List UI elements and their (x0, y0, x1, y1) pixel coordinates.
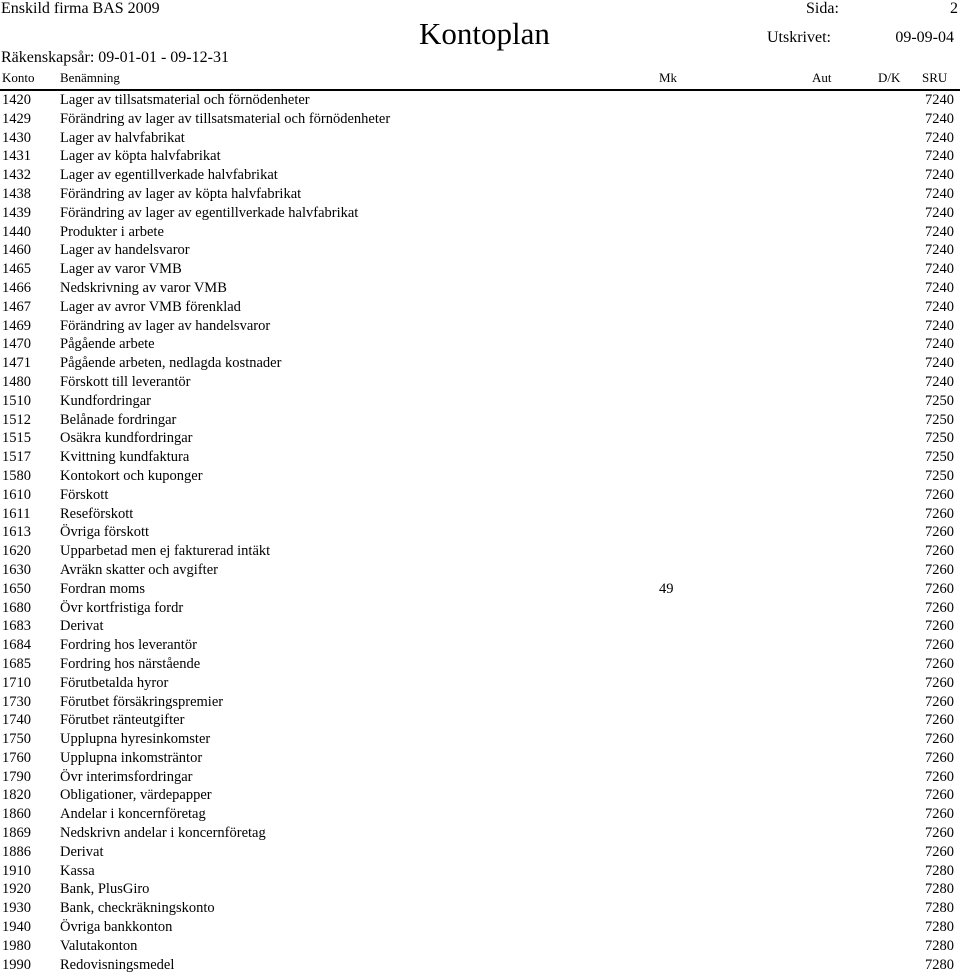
account-name: Andelar i koncernföretag (60, 806, 206, 823)
account-name: Derivat (60, 618, 104, 635)
account-name: Kontokort och kuponger (60, 467, 203, 484)
account-name: Upparbetad men ej fakturerad intäkt (60, 543, 271, 560)
table-row (0, 599, 960, 618)
account-name: Lager av egentillverkade halvfabrikat (60, 167, 278, 184)
account-name: Reseförskott (60, 505, 134, 522)
account-number: 1680 (2, 599, 31, 616)
column-header-benamning: Benämning (60, 70, 120, 85)
sru-code: 7260 (925, 843, 954, 860)
table-row (0, 392, 960, 411)
account-number: 1471 (2, 355, 31, 372)
sru-code: 7240 (925, 242, 954, 259)
account-name: Fordran moms (60, 580, 145, 597)
account-name: Övriga förskott (60, 524, 149, 541)
table-row (0, 542, 960, 561)
sru-code: 7260 (925, 505, 954, 522)
sru-code: 7260 (925, 599, 954, 616)
table-row (0, 655, 960, 674)
sru-code: 7240 (925, 317, 954, 334)
sru-code: 7250 (925, 430, 954, 447)
account-name: Valutakonton (60, 937, 138, 954)
table-row (0, 636, 960, 655)
account-name: Obligationer, värdepapper (60, 787, 212, 804)
account-number: 1730 (2, 693, 31, 710)
sru-code: 7240 (925, 223, 954, 240)
table-row (0, 880, 960, 899)
account-name: Kundfordringar (60, 392, 152, 409)
table-row (0, 843, 960, 862)
account-number: 1869 (2, 825, 31, 842)
account-number: 1469 (2, 317, 31, 334)
account-name: Avräkn skatter och avgifter (60, 561, 218, 578)
account-number: 1429 (2, 110, 31, 127)
sru-code: 7280 (925, 862, 954, 879)
account-number: 1930 (2, 900, 31, 917)
account-name: Lager av halvfabrikat (60, 129, 185, 146)
column-header-mk: Mk (659, 70, 678, 85)
sru-code: 7240 (925, 336, 954, 353)
table-row (0, 617, 960, 636)
account-table (0, 91, 960, 974)
page-label: Sida: (806, 0, 839, 17)
account-number: 1432 (2, 167, 31, 184)
account-name: Förskott till leverantör (60, 373, 191, 390)
account-name: Kvittning kundfaktura (60, 449, 190, 466)
sru-code: 7260 (925, 693, 954, 710)
table-row (0, 768, 960, 787)
account-name: Upplupna hyresinkomster (60, 731, 211, 748)
table-row (0, 786, 960, 805)
account-name: Belånade fordringar (60, 411, 177, 428)
account-number: 1613 (2, 524, 31, 541)
account-name: Nedskrivn andelar i koncernföretag (60, 825, 266, 842)
account-number: 1886 (2, 843, 31, 860)
account-number: 1467 (2, 298, 31, 315)
account-name: Bank, PlusGiro (60, 881, 150, 898)
column-header-aut: Aut (812, 70, 832, 85)
sru-code: 7260 (925, 749, 954, 766)
sru-code: 7260 (925, 825, 954, 842)
account-number: 1710 (2, 674, 31, 691)
fiscal-year: Räkenskapsår: 09-01-01 - 09-12-31 (1, 49, 229, 66)
account-number: 1580 (2, 467, 31, 484)
account-number: 1439 (2, 204, 31, 221)
account-name: Övr kortfristiga fordr (60, 599, 184, 616)
account-name: Förutbet ränteutgifter (60, 712, 185, 729)
table-row (0, 411, 960, 430)
table-row (0, 899, 960, 918)
table-row (0, 373, 960, 392)
account-number: 1610 (2, 486, 31, 503)
sru-code: 7260 (925, 580, 954, 597)
account-name: Derivat (60, 843, 104, 860)
table-row (0, 805, 960, 824)
table-row (0, 298, 960, 317)
account-number: 1920 (2, 881, 31, 898)
sru-code: 7260 (925, 524, 954, 541)
table-row (0, 91, 960, 110)
page-number: 2 (950, 0, 958, 17)
sru-code: 7280 (925, 937, 954, 954)
account-number: 1940 (2, 919, 31, 936)
sru-code: 7240 (925, 129, 954, 146)
sru-code: 7260 (925, 561, 954, 578)
printed-date: 09-09-04 (895, 29, 954, 46)
table-row (0, 166, 960, 185)
column-header-konto: Konto (2, 70, 35, 85)
account-number: 1431 (2, 148, 31, 165)
table-row (0, 429, 960, 448)
account-number: 1740 (2, 712, 31, 729)
account-number: 1630 (2, 561, 31, 578)
table-row (0, 110, 960, 129)
table-row (0, 279, 960, 298)
account-name: Förskott (60, 486, 109, 503)
company-name: Enskild firma BAS 2009 (1, 0, 160, 17)
table-row (0, 486, 960, 505)
account-name: Pågående arbete (60, 336, 155, 353)
account-number: 1460 (2, 242, 31, 259)
table-row (0, 580, 960, 599)
account-number: 1980 (2, 937, 31, 954)
sru-code: 7260 (925, 731, 954, 748)
account-name: Kassa (60, 862, 95, 879)
account-number: 1683 (2, 618, 31, 635)
sru-code: 7240 (925, 185, 954, 202)
table-row (0, 918, 960, 937)
table-row (0, 956, 960, 974)
table-row (0, 824, 960, 843)
account-name: Nedskrivning av varor VMB (60, 279, 227, 296)
table-row (0, 730, 960, 749)
account-number: 1440 (2, 223, 31, 240)
table-row (0, 317, 960, 336)
sru-code: 7240 (925, 279, 954, 296)
sru-code: 7250 (925, 467, 954, 484)
table-row (0, 335, 960, 354)
account-name: Förändring av lager av egentillverkade halvfabrikat (60, 204, 359, 221)
account-name: Förändring av lager av köpta halvfabrikat (60, 185, 302, 202)
sru-code: 7280 (925, 919, 954, 936)
sru-code: 7240 (925, 110, 954, 127)
account-number: 1512 (2, 411, 31, 428)
table-row (0, 711, 960, 730)
account-name: Produkter i arbete (60, 223, 164, 240)
account-number: 1910 (2, 862, 31, 879)
sru-code: 7250 (925, 411, 954, 428)
sru-code: 7260 (925, 486, 954, 503)
table-row (0, 129, 960, 148)
account-number: 1470 (2, 336, 31, 353)
sru-code: 7260 (925, 618, 954, 635)
sru-code: 7260 (925, 674, 954, 691)
sru-code: 7240 (925, 261, 954, 278)
account-number: 1860 (2, 806, 31, 823)
column-header-sru: SRU (922, 70, 948, 85)
account-number: 1620 (2, 543, 31, 560)
account-name: Förändring av lager av tillsatsmaterial och förnödenheter (60, 110, 391, 127)
account-number: 1790 (2, 768, 31, 785)
account-name: Lager av avror VMB förenklad (60, 298, 241, 315)
account-number: 1438 (2, 185, 31, 202)
column-header-dk: D/K (878, 70, 901, 85)
account-name: Fordring hos leverantör (60, 637, 197, 654)
table-row (0, 523, 960, 542)
table-row (0, 561, 960, 580)
table-row (0, 749, 960, 768)
sru-code: 7260 (925, 712, 954, 729)
account-name: Bank, checkräkningskonto (60, 900, 215, 917)
sru-code: 7280 (925, 956, 954, 973)
account-name: Osäkra kundfordringar (60, 430, 193, 447)
table-row (0, 862, 960, 881)
account-name: Fordring hos närstående (60, 655, 201, 672)
sru-code: 7260 (925, 543, 954, 560)
account-name: Lager av varor VMB (60, 261, 182, 278)
account-name: Övr interimsfordringar (60, 768, 193, 785)
account-number: 1517 (2, 449, 31, 466)
sru-code: 7250 (925, 449, 954, 466)
account-name: Lager av tillsatsmaterial och förnödenheter (60, 92, 310, 108)
sru-code: 7260 (925, 806, 954, 823)
sru-code: 7250 (925, 392, 954, 409)
sru-code: 7280 (925, 900, 954, 917)
table-row (0, 260, 960, 279)
account-name: Förändring av lager av handelsvaror (60, 317, 271, 334)
table-row (0, 674, 960, 693)
account-number: 1466 (2, 279, 31, 296)
sru-code: 7240 (925, 373, 954, 390)
account-number: 1480 (2, 373, 31, 390)
account-number: 1685 (2, 655, 31, 672)
sru-code: 7240 (925, 148, 954, 165)
account-name: Lager av köpta halvfabrikat (60, 148, 221, 165)
sru-code: 7260 (925, 768, 954, 785)
sru-code: 7260 (925, 637, 954, 654)
account-name: Övriga bankkonton (60, 919, 173, 936)
account-name: Lager av handelsvaror (60, 242, 190, 259)
account-number: 1990 (2, 956, 31, 973)
report-title: Kontoplan (419, 16, 550, 51)
account-number: 1465 (2, 261, 31, 278)
account-name: Redovisningsmedel (60, 956, 175, 973)
account-name: Pågående arbeten, nedlagda kostnader (60, 355, 282, 372)
sru-code: 7240 (925, 298, 954, 315)
account-number: 1760 (2, 749, 31, 766)
table-row (0, 448, 960, 467)
sru-code: 7240 (925, 92, 954, 108)
account-name: Förutbetalda hyror (60, 674, 169, 691)
account-number: 1420 (2, 92, 31, 108)
sru-code: 7240 (925, 204, 954, 221)
table-row (0, 185, 960, 204)
table-row (0, 467, 960, 486)
account-name: Förutbet försäkringspremier (60, 693, 224, 710)
sru-code: 7240 (925, 167, 954, 184)
account-number: 1750 (2, 731, 31, 748)
account-name: Upplupna inkomsträntor (60, 749, 203, 766)
account-number: 1510 (2, 392, 31, 409)
account-number: 1820 (2, 787, 31, 804)
account-number: 1650 (2, 580, 31, 597)
table-row (0, 693, 960, 712)
printed-label: Utskrivet: (767, 29, 831, 46)
vat-code: 49 (659, 580, 674, 597)
table-row (0, 147, 960, 166)
sru-code: 7260 (925, 787, 954, 804)
sru-code: 7280 (925, 881, 954, 898)
account-number: 1430 (2, 129, 31, 146)
table-row (0, 937, 960, 956)
sru-code: 7240 (925, 355, 954, 372)
sru-code: 7260 (925, 655, 954, 672)
account-number: 1515 (2, 430, 31, 447)
account-number: 1684 (2, 637, 31, 654)
table-row (0, 204, 960, 223)
table-row (0, 223, 960, 242)
table-row (0, 241, 960, 260)
table-row (0, 354, 960, 373)
table-row (0, 505, 960, 524)
account-number: 1611 (2, 505, 31, 522)
